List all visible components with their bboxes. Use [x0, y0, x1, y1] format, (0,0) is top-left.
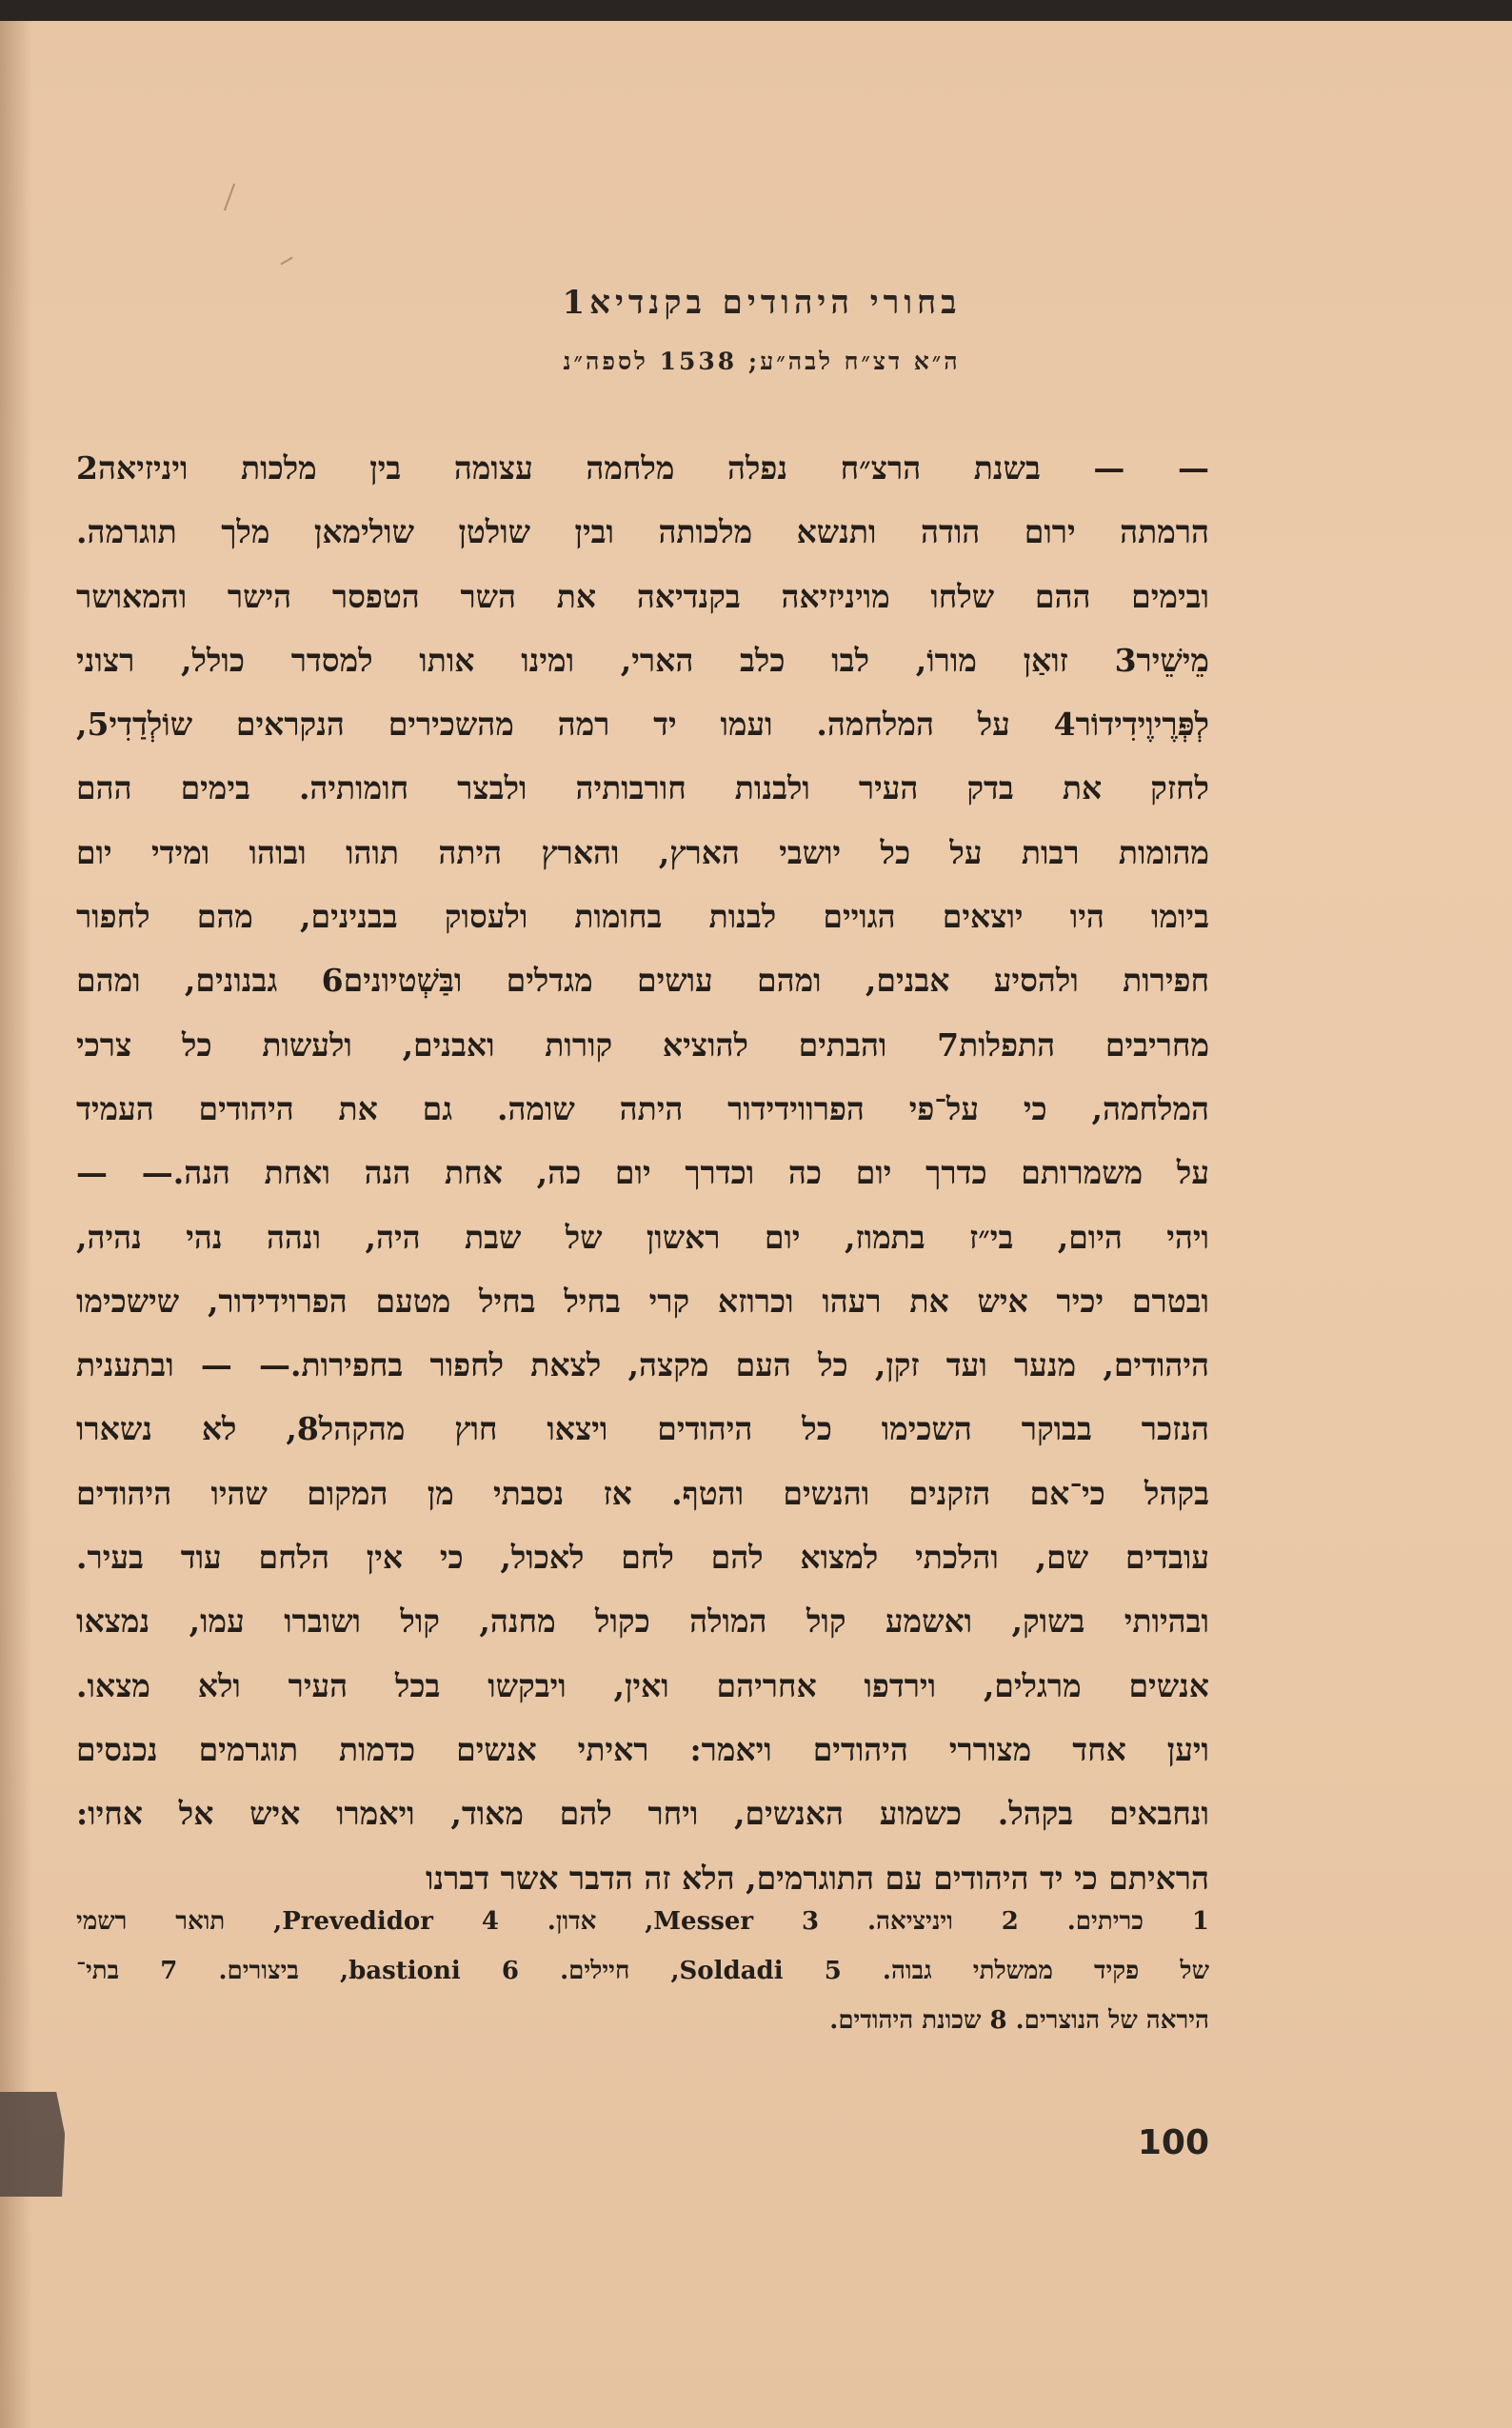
text-line: ויען אחד מצוררי היהודים ויאמר: ראיתי אנשים כדמות תוגרמים נכנסים: [76, 1730, 1209, 1768]
stray-ink-mark: [280, 257, 292, 266]
text-line: הרמתה ירום הודה ותנשא מלכותה ובין שולטן שולימאן מלך תוגרמה.: [76, 513, 1209, 551]
text-line: ובימים ההם שלחו מויניזיאה בקנדיאה את השר הטפסר הישר והמאושר: [76, 577, 1209, 615]
text-line: בקהל כי־אם הזקנים והנשים והטף. אז נסבתי מן המקום שהיו היהודים: [76, 1474, 1209, 1512]
text-line: לְפְּרֶיוֶידִידוֹר4 על המלחמה. ועמו יד רמה מהשכירים הנקראים שוֹלְדַדִי5,: [76, 706, 1209, 744]
text-line: ובהיותי בשוק, ואשמע קול המולה כקול מחנה, קול ושוברו עמו, נמצאו: [76, 1602, 1209, 1641]
chapter-title: בחורי היהודים בקנדיא1: [562, 284, 962, 322]
text-line: הראיתם כי יד היהודים עם התוגרמים, הלא זה הדבר אשר דברנו: [425, 1859, 1209, 1897]
text-line: ויהי היום, בי״ז בתמוז, יום ראשון של שבת היה, ונהה נהי נהיה,: [76, 1218, 1209, 1256]
text-line: ונחבאים בקהל. כשמוע האנשים, ויחר להם מאוד, ויאמרו איש אל אחיו:: [76, 1795, 1209, 1833]
footnote-line: של פקיד ממשלתי גבוה. 5 Soldadi, חיילים. 6 bastioni, ביצורים. 7 בתי־: [76, 1957, 1209, 1985]
binding-tape-mark: [0, 2092, 70, 2197]
text-line: עובדים שם, והלכתי למצוא להם לחם לאכול, כי אין הלחם עוד בעיר.: [76, 1539, 1209, 1577]
text-line: מֵישֵׁיר3 זואַן מורוֹ, לבו כלב הארי, ומינו אותו למסדר כולל, רצוני: [76, 641, 1209, 679]
footnote-line: היראה של הנוצרים. 8 שכונת היהודים.: [829, 2006, 1209, 2035]
text-line: היהודים, מנער ועד זקן, כל העם מקצה, לצאת לחפור בחפירות.— — ובתענית: [76, 1346, 1209, 1384]
footnote-line: 1 כריתים. 2 ויניציאה. 3 Messer, אדון. 4 Prevedidor, תואר רשמי: [76, 1907, 1209, 1936]
chapter-date-subtitle: ה״א דצ״ח לבה״ע; 1538 לספה״נ: [563, 348, 961, 375]
binding-shadow: [0, 21, 32, 2428]
text-line: מחריבים התפלות7 והבתים להוציא קורות ואבנים, ולעשות כל צרכי: [76, 1025, 1209, 1064]
text-line: ביומו היו יוצאים הגויים לבנות בחומות ולעסוק בבנינים, מהם לחפור: [76, 898, 1209, 936]
text-line: הנזכר בבוקר השכימו כל היהודים ויצאו חוץ מהקהל8, לא נשארו: [76, 1410, 1209, 1448]
footnotes: [76, 1897, 1209, 2045]
text-line: מהומות רבות על כל יושבי הארץ, והארץ היתה תוהו ובוהו ומידי יום: [76, 833, 1209, 871]
stray-ink-mark: [224, 184, 235, 211]
text-line: — — בשנת הרצ״ח נפלה מלחמה עצומה בין מלכות ויניזיאה2: [76, 449, 1209, 487]
text-line: המלחמה, כי על־פי הפרווידידור היתה שומה. גם את היהודים העמיד: [76, 1089, 1209, 1127]
page-number: 100: [1137, 2123, 1209, 2162]
text-line: לחזק את בדק העיר ולבנות חורבותיה ולבצר חומותיה. בימים ההם: [76, 769, 1209, 807]
text-line: על משמרותם כדרך יום כה וכדרך יום כה, אחת הנה ואחת הנה.— —: [76, 1154, 1209, 1192]
text-line: חפירות ולהסיע אבנים, ומהם עושים מגדלים ובַּשְׁטיונים6 גבנונים, ומהם: [76, 962, 1209, 1000]
body-text: [76, 436, 1209, 1910]
text-line: אנשים מרגלים, וירדפו אחריהם ואין, ויבקשו בכל העיר ולא מצאו.: [76, 1666, 1209, 1704]
text-line: ובטרם יכיר איש את רעהו וכרוזא קרי בחיל בחיל מטעם הפרוידידור, שישכימו: [76, 1282, 1209, 1320]
